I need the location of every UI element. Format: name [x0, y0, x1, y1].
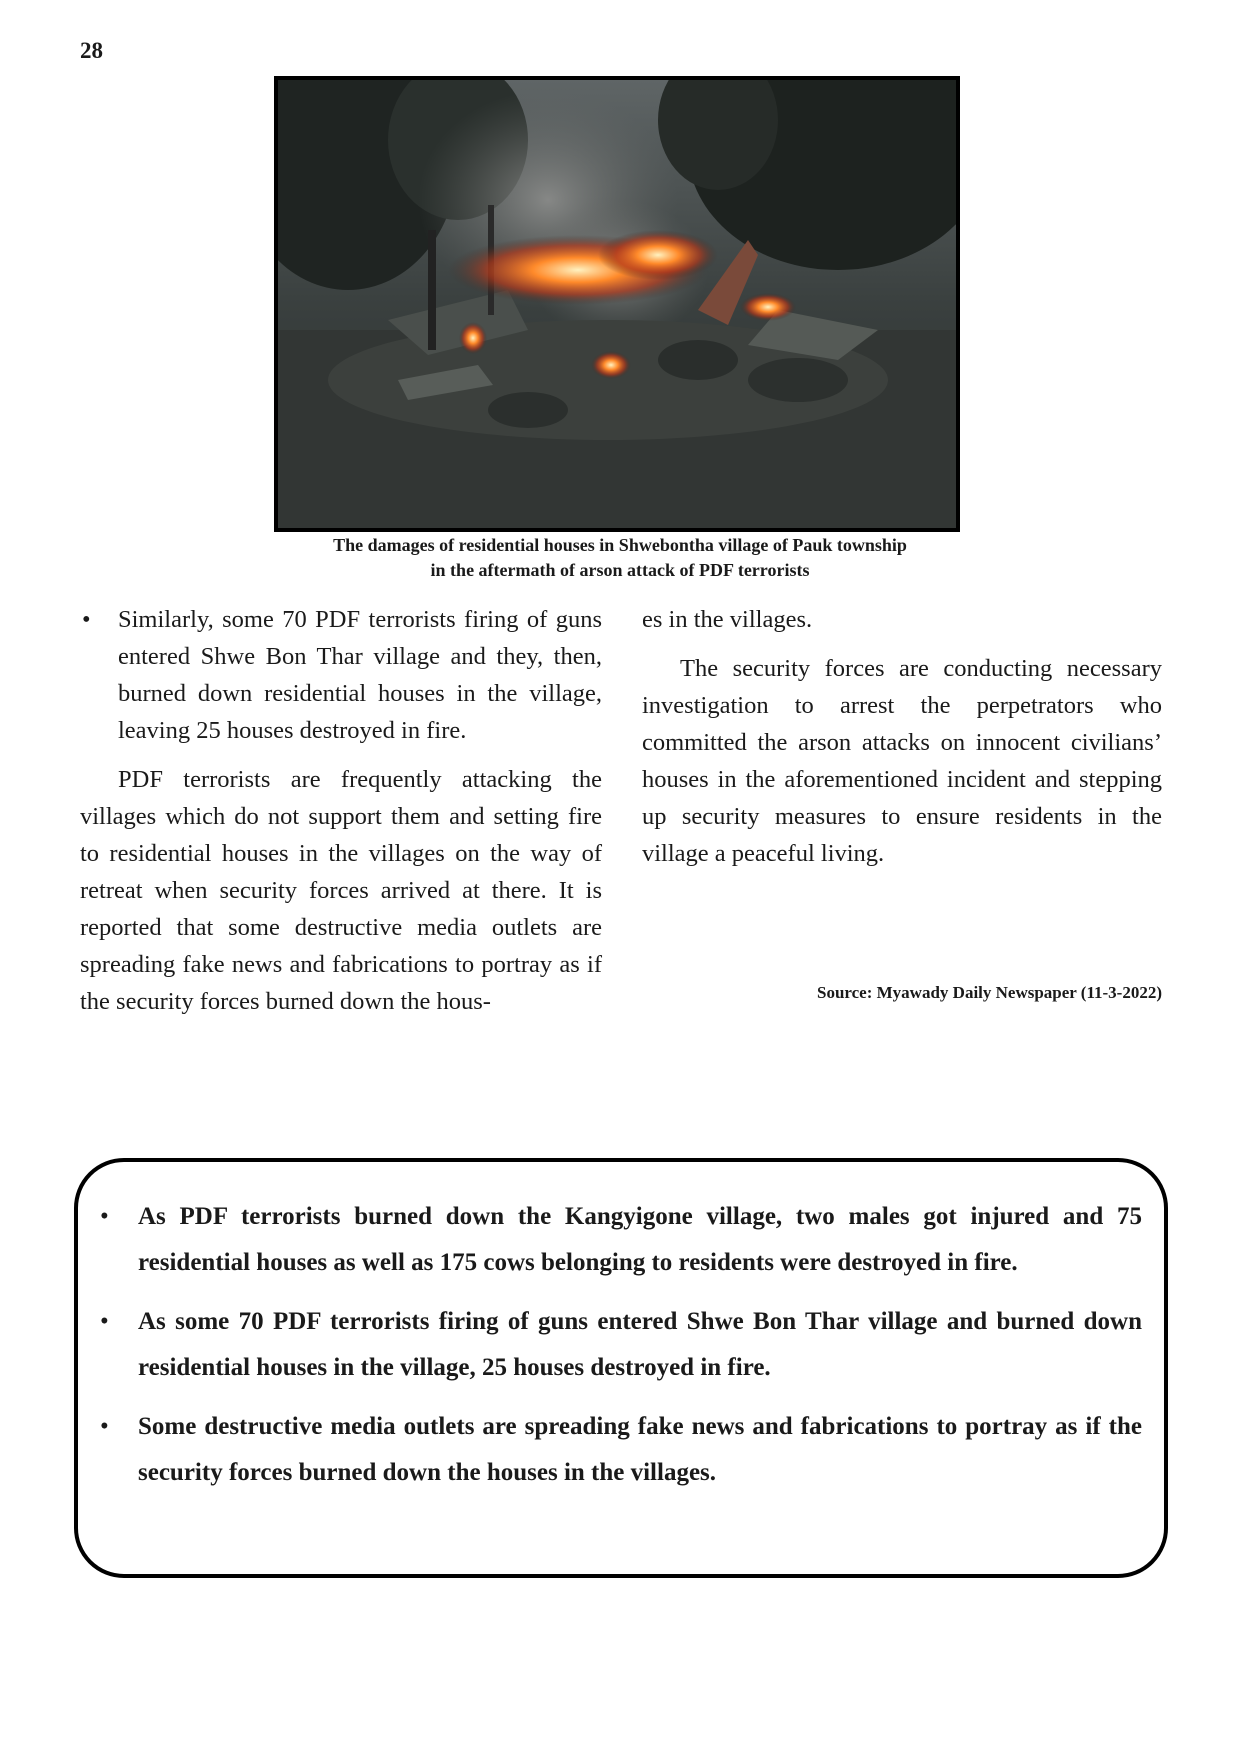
summary-item — [100, 1194, 1142, 1286]
summary-item-text: As PDF terrorists burned down the Kangyigone village, two males got injured and 75 residential houses as well as 175 cows belonging to residents were destroyed in fire. — [138, 1203, 1142, 1276]
summary-item — [100, 1404, 1142, 1496]
source-citation: Source: Myawady Daily Newspaper (11-3-2022) — [816, 983, 1162, 1002]
summary-list — [100, 1194, 1142, 1509]
bullet-dot: • — [82, 606, 91, 633]
article-bullet-paragraph — [80, 601, 602, 749]
summary-item-text: Some destructive media outlets are spreading fake news and fabrications to portray as if the security forces burned down the houses in the villages. — [138, 1413, 1142, 1486]
article-paragraph-2: PDF terrorists are frequently attacking the villages which do not support them and setting fire to residential houses in the villages on the way of retreat when security forces arrived at there. It is reported that some destructive media outlets are spreading fake news and fabrications to portray as if the security forces burned down the hous- — [80, 766, 602, 1015]
bullet-dot: • — [100, 1203, 109, 1230]
bullet-dot: • — [100, 1413, 109, 1440]
summary-item — [100, 1299, 1142, 1391]
summary-item-text: As some 70 PDF terrorists firing of guns entered Shwe Bon Thar village and burned down residential houses in the village, 25 houses destroyed in fire. — [138, 1308, 1142, 1381]
article-paragraph-2-continued: es in the villages. — [642, 606, 813, 633]
photo-caption — [240, 533, 1000, 583]
caption-line-2: in the aftermath of arson attack of PDF terrorists — [430, 560, 810, 580]
bullet-dot: • — [100, 1308, 109, 1335]
article-left-column — [80, 601, 602, 1020]
article-right-column — [642, 601, 1162, 872]
article-paragraph-3: The security forces are conducting necessary investigation to arrest the perpetrators who committed the arson attacks on innocent civilians’ houses in the aforementioned incident and stepping up security measures to ensure residents in the village a peaceful living. — [642, 655, 1162, 867]
burning-house-ruins-photo — [274, 76, 960, 532]
caption-line-1: The damages of residential houses in Shwebontha village of Pauk township — [333, 535, 907, 555]
page-number: 28 — [80, 38, 103, 63]
bullet-paragraph-text: Similarly, some 70 PDF terrorists firing of guns entered Shwe Bon Thar village and they, then, burned down residential houses in the village, leaving 25 houses destroyed in fire. — [118, 606, 602, 744]
